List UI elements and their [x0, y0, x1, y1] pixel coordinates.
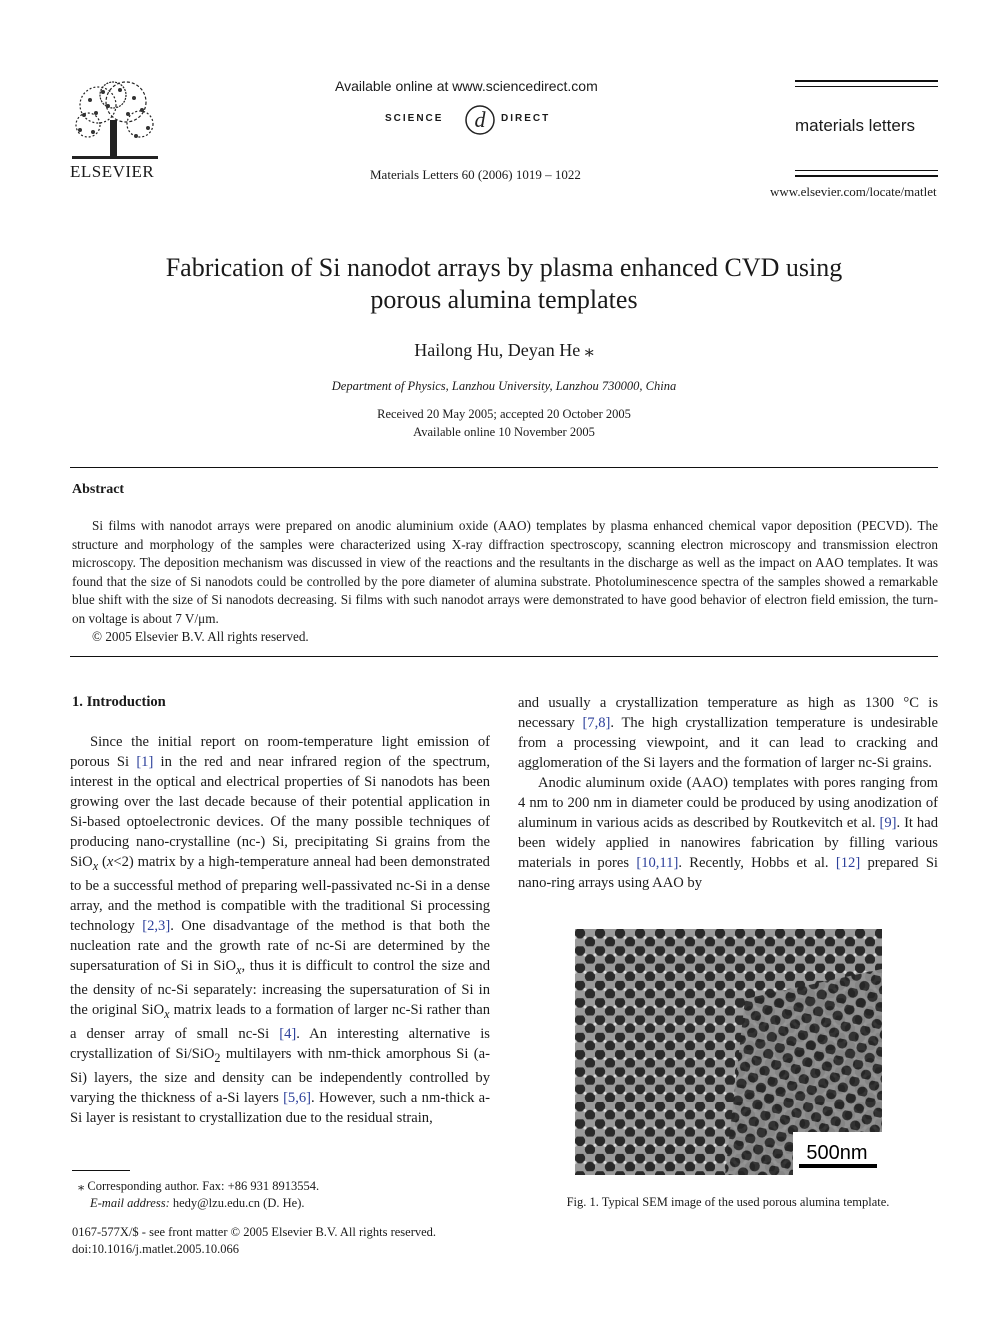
author-list: [70, 340, 938, 361]
ref-link-4[interactable]: [4]: [279, 1025, 297, 1042]
ref-link-7-8[interactable]: [7,8]: [582, 715, 611, 731]
scale-bar: [799, 1164, 877, 1168]
available-online-text: Available online at www.sciencedirect.com: [335, 78, 598, 94]
section-heading: 1. Introduction: [72, 694, 166, 710]
sciencedirect-logo: [385, 103, 575, 137]
available-date: Available online 10 November 2005: [413, 425, 595, 439]
article-dates: [70, 405, 938, 441]
sem-image-figure: [575, 929, 882, 1175]
title-line-2: porous alumina templates: [370, 285, 638, 314]
front-matter: [72, 1224, 436, 1258]
corresponding-footnote: [72, 1178, 319, 1212]
journal-url: www.elsevier.com/locate/matlet: [770, 184, 937, 199]
abstract-body: [72, 517, 938, 647]
abstract-bottom-rule: [70, 656, 938, 657]
received-date: Received 20 May 2005; accepted 20 October 2005: [377, 407, 631, 421]
ref-link-10-11[interactable]: [10,11]: [636, 855, 679, 871]
left-column: [70, 732, 490, 1128]
svg-text:d: d: [474, 107, 486, 132]
ref-link-2-3[interactable]: [2,3]: [142, 917, 171, 934]
figure-caption: Fig. 1. Typical SEM image of the used porous alumina template.: [566, 1195, 890, 1209]
affiliation: Department of Physics, Lanzhou University, Lanzhou 730000, China: [331, 379, 677, 393]
corresponding-mark: ⁎: [584, 340, 594, 360]
ref-link-12[interactable]: [12]: [835, 855, 861, 871]
header-rule: [795, 80, 938, 82]
sem-image: [575, 929, 882, 1175]
issn-line: 0167-577X/$ - see front matter © 2005 Elsevier B.V. All rights reserved.: [72, 1225, 437, 1239]
sd-left-text: SCIENCE: [385, 113, 444, 124]
abstract-heading: Abstract: [72, 482, 125, 497]
right-column: [518, 693, 938, 893]
journal-citation: Materials Letters 60 (2006) 1019 – 1022: [370, 167, 581, 182]
email-label: E-mail address:: [90, 1196, 170, 1210]
header-rule: [795, 86, 938, 87]
intro-paragraph-continued: and usually a crystallization temperature as high as 1300 °C is necessary [7,8]. The high crystallization temperature is undesirable from a processing viewpoint, and it can lead to cracking and agglomeration of the Si layers and the formation of larger nc-Si grains.: [518, 695, 939, 771]
ref-link-9[interactable]: [9]: [879, 815, 897, 831]
title-line-1: Fabrication of Si nanodot arrays by plasma enhanced CVD using: [165, 253, 843, 282]
journal-name: materials letters: [795, 116, 915, 135]
sd-right-text: DIRECT: [501, 113, 551, 124]
footnote-rule: [72, 1170, 130, 1171]
corresponding-author-note: ⁎ Corresponding author. Fax: +86 931 8913554.: [78, 1179, 320, 1193]
abstract-text: Si films with nanodot arrays were prepared on anodic aluminium oxide (AAO) templates by plasma enhanced chemical vapor deposition (PECVD). The structure and morphology of the samples were characterized using X-ray diffraction spectroscopy, scanning electron microscopy and transmission electron microscopy. The deposition mechanism was discussed in view of the reactions and the resultants in the discharge as well as the impact on AAO templates. It was found that the size of Si nanodots could be controlled by the pore diameter of alumina substrate. Photoluminescence spectra of the samples showed a remarkable blue shift with the size of Si nanodots decreasing. Si films with such nanodot arrays were demonstrated to have good behavior of electron field emission, the turn-on voltage is about 7 V/μm.: [72, 518, 938, 626]
header-rule: [795, 175, 938, 177]
publisher-wordmark: ELSEVIER: [70, 162, 155, 181]
ref-link-1[interactable]: [1]: [136, 754, 154, 770]
scale-bar-label: 500nm: [806, 1142, 868, 1164]
article-title: [70, 252, 938, 316]
abstract-top-rule: [70, 467, 938, 468]
email-address: hedy@lzu.edu.cn (D. He).: [169, 1196, 305, 1210]
abstract-copyright: © 2005 Elsevier B.V. All rights reserved.: [92, 629, 309, 644]
intro-paragraph-1: Since the initial report on room-temperature light emission of porous Si [1] in the red and near infrared region of the spectrum, interest in the optical and electrical properties of Si nanodots has been growing over the last decade because of their potential application in Si-based optoelectronic devices. Of the many possible techniques of producing nano-crystalline (nc-) Si, precipitating Si grains from the SiO$_x$ (x<2) matrix by a high-temperature anneal had been demonstrated to be a successful method of preparing well-passivated nc-Si in a dense array, and the method is compatible with the traditional Si processing technology [2,3]. One disadvantage of the method is that both the nucleation rate and the growth rate of nc-Si are determined by the supersaturation of Si in SiO$_x$, thus it is difficult to control the size and the density of nc-Si separately: increasing the supersaturation of Si in the original SiO$_x$ matrix leads to a formation of larger nc-Si rather than a denser array of small nc-Si [4]. An interesting alternative is crystallization of Si/SiO$_2$ multilayers with nm-thick amorphous Si (a-Si) layers, the size and density can be independently controlled by varying the thickness of a-Si layers [5,6]. However, such a nm-thick a-Si layer is resistant to crystallization due to the residual strain,: [70, 734, 491, 1126]
header-rule: [795, 170, 938, 171]
doi-line: doi:10.1016/j.matlet.2005.10.066: [72, 1242, 240, 1256]
authors-text: Hailong Hu, Deyan He: [414, 340, 581, 360]
ref-link-5-6[interactable]: [5,6]: [283, 1089, 312, 1106]
sd-emblem-icon: [463, 103, 497, 137]
intro-paragraph-2: Anodic aluminum oxide (AAO) templates with pores ranging from 4 nm to 200 nm in diameter could be produced by using anodization of aluminum in various acids as described by Routkevitch et al. [9]. It had been widely applied in nanowires fabrication by filling various materials in pores [10,11]. Recently, Hobbs et al. [12] prepared Si nano-ring arrays using AAO by: [518, 775, 938, 891]
